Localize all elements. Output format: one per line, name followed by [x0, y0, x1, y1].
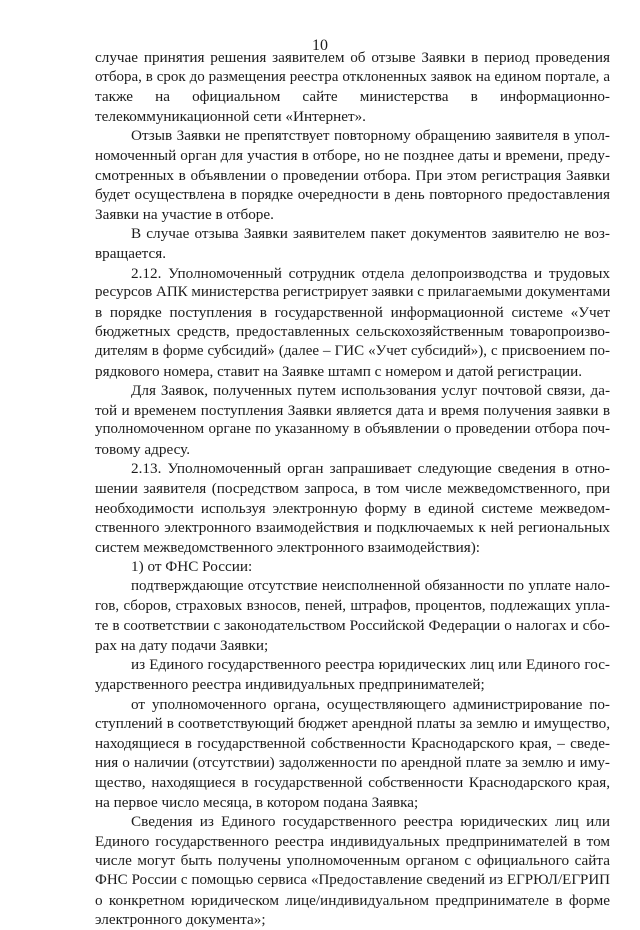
text-line: Для Заявок, полученных путем использования услуг почтовой связи, да- [131, 382, 610, 400]
text-line: на первое число месяца, в котором подана Заявка; [95, 793, 419, 811]
text-line: ФНС России с помощью сервиса «Предоставление сведений из ЕГРЮЛ/ЕГРИП [95, 871, 610, 888]
paragraph [95, 224, 610, 263]
text-line: те в соответствии с законодательством Российской Федерации о налогах и сбо- [95, 617, 610, 635]
text-line: ственного электронного взаимодействия и подключаемых к ней региональных [95, 519, 610, 537]
paragraph [95, 48, 610, 126]
text-line: ресурсов АПК министерства регистрирует заявки с прилагаемыми документами [95, 284, 611, 301]
text-line: из Единого государственного реестра юридических лиц или Единого гос- [131, 656, 610, 674]
text-line: ударственного реестра индивидуальных предпринимателей; [95, 676, 485, 693]
text-line: товому адресу. [95, 440, 190, 458]
text-line: в порядке поступления в государственной информационной системе «Учет [95, 303, 610, 321]
text-line: телекоммуникационной сети «Интернет». [95, 107, 366, 125]
text-line: щество, находящиеся в государственной собственности Краснодарского края, [95, 773, 610, 791]
text-line: бюджетных средств, предоставленных сельскохозяйственным товаропроизво- [95, 323, 610, 341]
paragraph [95, 264, 610, 382]
text-line: В случае отзыва Заявки заявителем пакет документов заявителю не воз- [131, 225, 610, 243]
text-line: рядкового номера, ставит на Заявке штамп с номером и датой регистрации. [95, 362, 583, 380]
text-line: уполномоченном органе по указанному в объявлении о проведении отбора поч- [95, 421, 610, 438]
paragraph [95, 557, 610, 577]
text-line: будет осуществлена в порядке очередности в день повторного предоставления [95, 186, 610, 204]
text-line: гов, сборов, страховых взносов, пеней, штрафов, процентов, подлежащих упла- [95, 597, 610, 614]
paragraph [95, 381, 610, 459]
text-line: находящиеся в государственной собственности Краснодарского края, – сведе- [95, 734, 610, 752]
text-line: смотренных в объявлении о проведении отбора. При этом регистрация Заявки [95, 166, 610, 184]
text-line: случае принятия решения заявителем об отзыве Заявки в период проведения [95, 49, 610, 66]
text-line: вращается. [95, 244, 167, 262]
text-line: также на официальном сайте министерства в информационно- [95, 88, 610, 106]
text-line: о конкретном юридическом лице/индивидуальном предпринимателе в форме [95, 891, 610, 909]
text-line: ния о наличии (отсутствии) задолженности по арендной плате за землю и иму- [95, 754, 610, 772]
paragraph [95, 126, 610, 224]
text-line: систем межведомственного электронного взаимодействия): [95, 538, 480, 556]
text-line: Заявки на участие в отборе. [95, 205, 274, 223]
text-line: Единого государственного реестра индивидуальных предпринимателей в том [95, 832, 610, 850]
text-line: отбора, в срок до размещения реестра отклоненных заявок на едином портале, а [95, 68, 610, 85]
text-line: числе могут быть получены уполномоченным органом с официального сайта [95, 852, 610, 870]
paragraph [95, 655, 610, 694]
text-line: номоченный орган для участия в отборе, но не позднее даты и времени, преду- [95, 146, 610, 164]
text-line: Отзыв Заявки не препятствует повторному обращению заявителя в упол- [131, 127, 610, 145]
text-line: необходимости используя электронную форму в единой системе межведом- [95, 499, 610, 517]
text-line: от уполномоченного органа, осуществляющего администрирование по- [131, 695, 610, 713]
text-line: шении заявителя (посредством запроса, в том числе межведомственного, при [95, 480, 610, 498]
text-line: рах на дату подачи Заявки; [95, 636, 269, 654]
paragraph [95, 577, 610, 655]
text-line: электронного документа»; [95, 911, 266, 929]
paragraph [95, 812, 610, 930]
text-line: той и временем поступления Заявки является дата и время получения заявки в [95, 401, 610, 419]
text-line: 2.13. Уполномоченный орган запрашивает следующие сведения в отно- [131, 460, 610, 478]
text-line: дителям в форме субсидий» (далее – ГИС «Учет субсидий»), с присвоением по- [95, 342, 610, 359]
paragraph [95, 459, 610, 557]
page-number: 10 [312, 37, 328, 54]
text-line: Сведения из Единого государственного реестра юридических лиц или [131, 813, 610, 831]
document-body [95, 48, 610, 930]
text-line: подтверждающие отсутствие неисполненной обязанности по уплате нало- [131, 578, 610, 595]
text-line: 1) от ФНС России: [131, 558, 253, 576]
text-line: ступлений в соответствующий бюджет арендной платы за землю и имущество, [95, 715, 610, 733]
paragraph [95, 695, 610, 813]
text-line: 2.12. Уполномоченный сотрудник отдела делопроизводства и трудовых [131, 264, 610, 282]
